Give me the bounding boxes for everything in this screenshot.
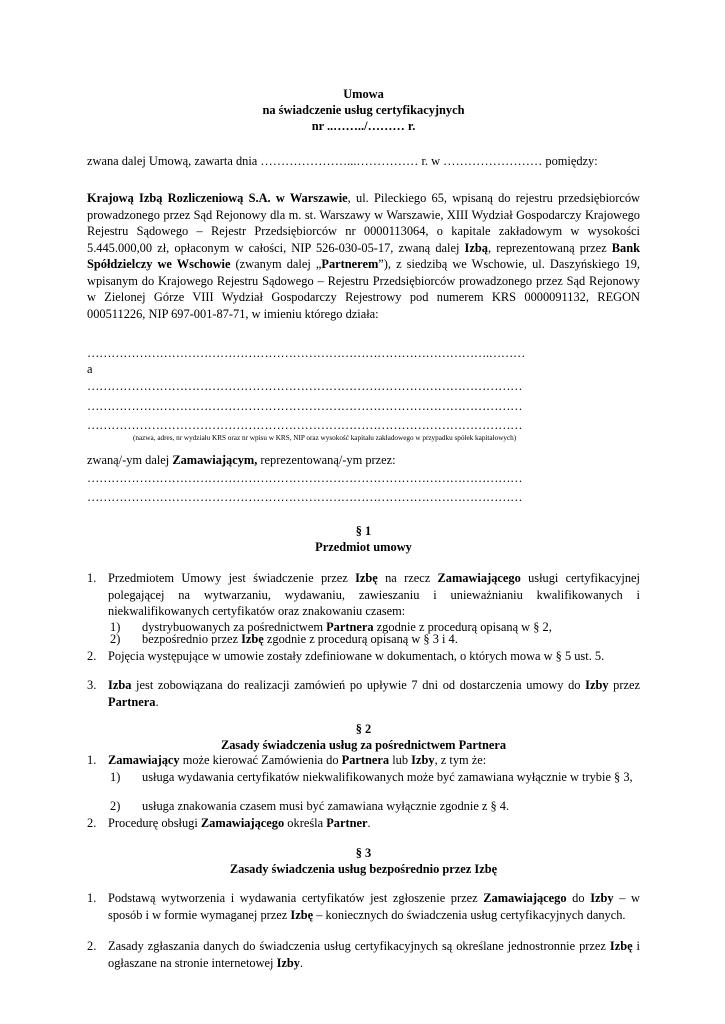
party1-paragraph: Krajową Izbą Rozliczeniową S.A. w Warszawie, ul. Pileckiego 65, wpisaną do rejestru przedsiębiorców prowadzonego przez Sąd Rejonowy dla m. st. Warszawy w Warszawie, XIII Wydział Gospodarczy Krajowego Rejestru Sądowego – Rejestr Przedsiębiorców nr 0000113064, o kapitale zakładowym w wysokości 5.445.000,00 zł, opłaconym w całości, NIP 526-030-05-17, zwaną dalej Izbą, reprezentowaną przez Bank Spółdzielczy we Wschowie (zwanym dalej „Partnerem”), z siedzibą we Wschowie, ul. Daszyńskiego 19, wpisanym do Krajowego Rejestru Sądowego – Rejestru Przedsiębiorców prowadzonego przez Sąd Rejonowy w Zielonej Górze VIII Wydział Gospodarczy Rejestrowy pod numerem KRS 0000091132, REGON 000511226, NIP 697-001-87-71, w imieniu którego działa: xyxy=(87,191,640,321)
list-number: 2. xyxy=(87,939,97,953)
section-number: § 1 xyxy=(355,524,372,538)
fill-note: (nazwa, adres, nr wydziału KRS oraz nr wpisu w KRS, NIP oraz wysokość kapitału zakładowego w przypadku spółek kapitałowych) xyxy=(133,434,517,442)
section-number: § 3 xyxy=(355,846,372,860)
fill-line: ……………………………………………………………………………………………… xyxy=(87,379,523,393)
list-number: 1. xyxy=(87,753,97,767)
fill-line: ……………………………………………………………………………………………… xyxy=(87,471,523,485)
party1-name: Krajową Izbą Rozliczeniową S.A. w Warszawie xyxy=(87,191,348,205)
conjunction-a: a xyxy=(87,362,93,376)
section-title: Zasady świadczenia usług bezpośrednio przez Izbę xyxy=(229,862,498,876)
document-subtitle: na świadczenie usług certyfikacyjnych xyxy=(262,103,465,117)
list-number: 2. xyxy=(87,816,97,830)
sublist-item: usługa wydawania certyfikatów niekwalifikowanych może być zamawiana wyłącznie w trybie § 3, xyxy=(142,770,633,784)
section-title: Przedmiot umowy xyxy=(315,540,412,554)
fill-line: ……………………………………………………………………………………….……… xyxy=(87,346,526,360)
sublist-number: 1) xyxy=(110,620,121,634)
party2-name: Zamawiającym, xyxy=(172,453,258,467)
list-item: Pojęcia występujące w umowie zostały zdefiniowane w dokumentach, o których mowa w § 5 ust. 5. xyxy=(108,649,605,663)
sublist-number: 2) xyxy=(110,632,121,646)
sublist-item: dystrybuowanych za pośrednictwem Partnera zgodnie z procedurą opisaną w § 2, xyxy=(142,620,552,634)
section-number: § 2 xyxy=(355,722,372,736)
list-item: Procedurę obsługi Zamawiającego określa Partner. xyxy=(108,816,371,830)
list-number: 1. xyxy=(87,891,97,905)
fill-line: ……………………………………………………………………………………………… xyxy=(87,490,523,504)
fill-line: ……………………………………………………………………………………………… xyxy=(87,399,523,413)
sublist-number: 2) xyxy=(110,799,121,813)
party1-bank: Bank Spółdzielczy we Wschowie xyxy=(87,240,640,271)
list-number: 3. xyxy=(87,678,97,692)
list-number: 1. xyxy=(87,571,97,585)
fill-line: ……………………………………………………………………………………………… xyxy=(87,418,523,432)
sublist-item: usługa znakowania czasem musi być zamawiana wyłącznie zgodnie z § 4. xyxy=(142,799,510,813)
list-item: Zamawiający może kierować Zamówienia do Partnera lub Izby, z tym że: xyxy=(108,753,487,767)
list-number: 2. xyxy=(87,649,97,663)
list-item: Zasady zgłaszania danych do świadczenia usług certyfikacyjnych są określane jednostronnie przez Izbę i ogłaszane na stronie internetowej Izby. xyxy=(108,939,641,970)
list-item: Przedmiotem Umowy jest świadczenie przez Izbę na rzecz Zamawiającego usługi certyfikacyjnej polegającej na wytwarzaniu, wydawaniu, zawieszaniu i unieważnianiu kwalifikowanych i niekwalifikowanych certyfikatów oraz znakowaniu czasem: xyxy=(108,571,640,618)
sublist-item: bezpośrednio przez Izbę zgodnie z procedurą opisaną w § 3 i 4. xyxy=(142,632,458,646)
section-title: Zasady świadczenia usług za pośrednictwem Partnera xyxy=(220,738,507,752)
list-item: Podstawą wytworzenia i wydawania certyfikatów jest zgłoszenie przez Zamawiającego do Izby – w sposób i w formie wymaganej przez Izbę – koniecznych do świadczenia usług certyfikacyjnych danych. xyxy=(108,891,640,922)
intro-line: zwana dalej Umową, zawarta dnia …………………...…………… r. w …………………… pomiędzy: xyxy=(87,154,598,168)
document-title: Umowa xyxy=(343,87,384,101)
party2-line: zwaną/-ym dalej Zamawiającym, reprezentowaną/-ym przez: xyxy=(87,453,396,467)
list-item: Izba jest zobowiązana do realizacji zamówień po upływie 7 dni od dostarczenia umowy do Izby przez Partnera. xyxy=(108,678,641,709)
sublist-number: 1) xyxy=(110,770,121,784)
document-number: nr ..……../……… r. xyxy=(311,119,416,133)
